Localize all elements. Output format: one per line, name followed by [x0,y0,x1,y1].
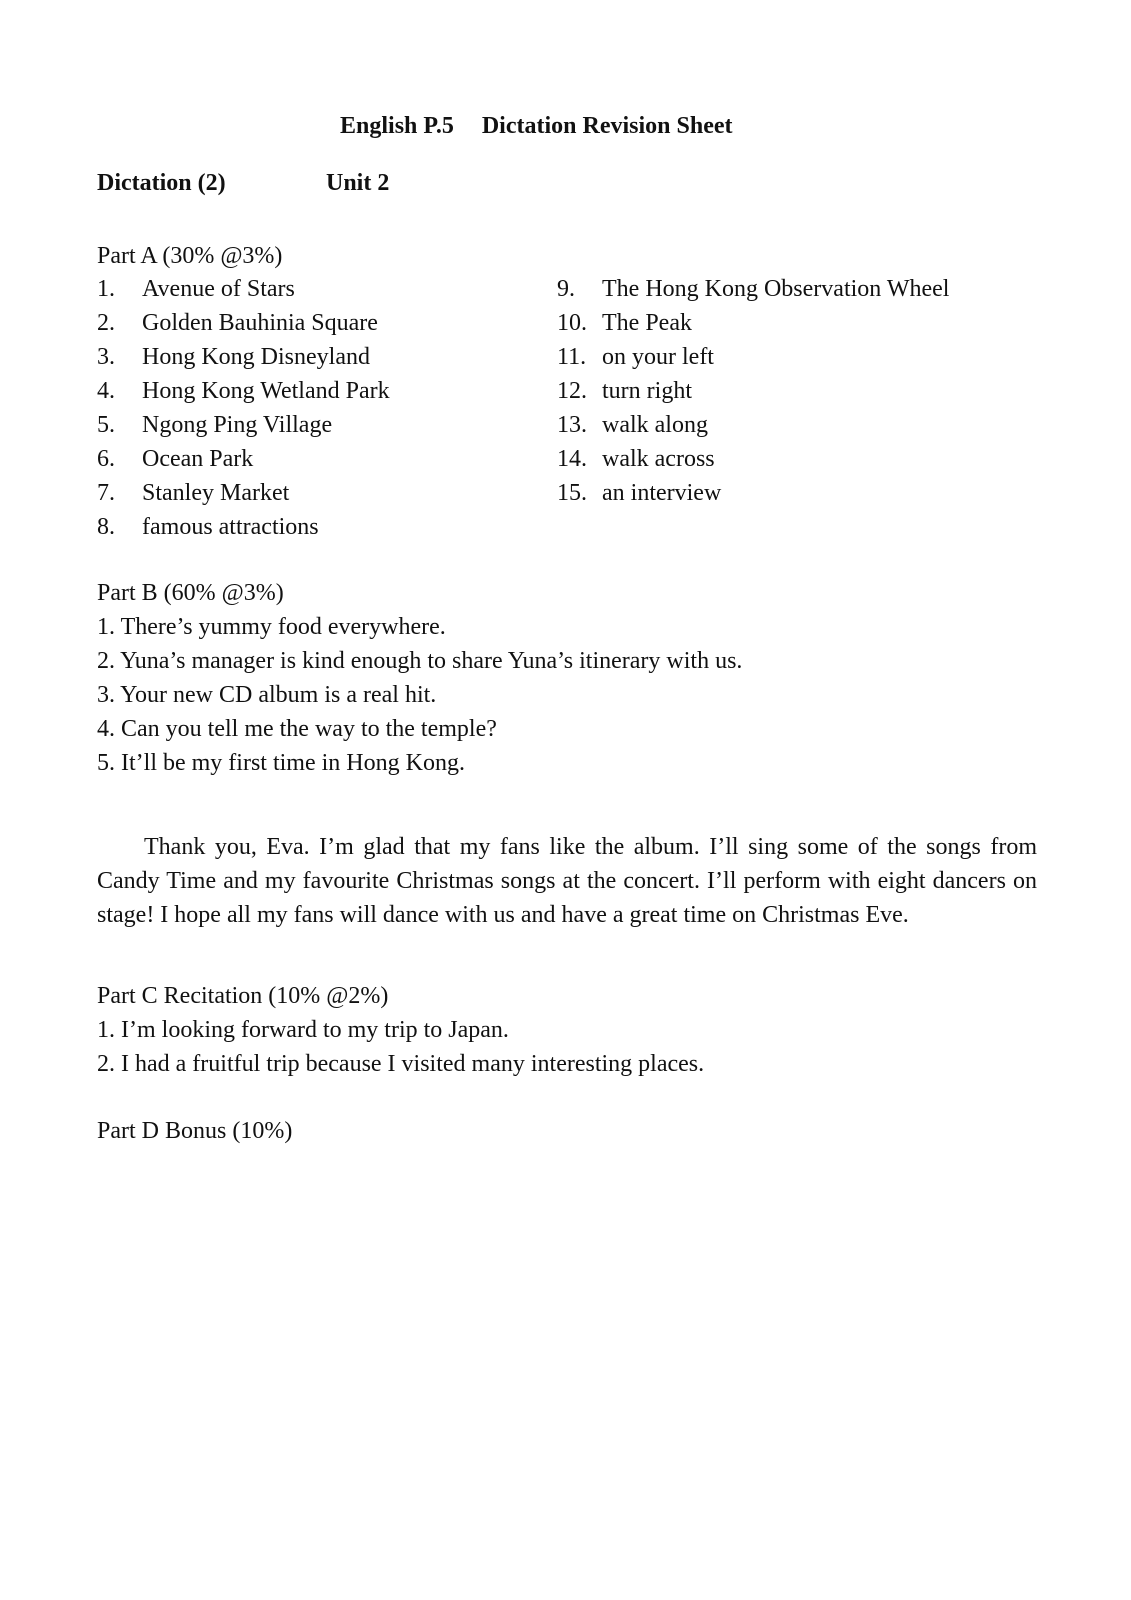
part-b-paragraph: Thank you, Eva. I’m glad that my fans like the album. I’ll sing some of the songs from Candy Time and my favourite Christmas songs at the concert. I’ll perform with eight dancers on stage! I hope all my fans will dance with us and have a great time on Christmas Eve. [97,834,1037,928]
dictation-label: Dictation (2) [97,170,226,196]
dictation-header [97,170,390,197]
part-c-sentence: 1. I’m looking forward to my trip to Japan. [97,1017,509,1043]
part-b-sentence: 5. It’ll be my first time in Hong Kong. [97,750,465,776]
part-b-sentence: 2. Yuna’s manager is kind enough to share Yuna’s itinerary with us. [97,648,743,674]
page-title-name: Dictation Revision Sheet [481,113,733,139]
page-title [316,86,733,167]
part-b-heading: Part B (60% @3%) [97,580,284,606]
part-c-sentence: 2. I had a fruitful trip because I visited many interesting places. [97,1051,705,1077]
part-b-sentence: 1. There’s yummy food everywhere. [97,614,446,640]
part-b-sentence: 4. Can you tell me the way to the temple? [97,716,497,742]
part-c-heading: Part C Recitation (10% @2%) [97,983,389,1009]
unit-label: Unit 2 [326,170,390,196]
part-d-heading: Part D Bonus (10%) [97,1118,293,1144]
page-title-subject: English P.5 [340,113,454,139]
part-a-heading: Part A (30% @3%) [97,243,283,269]
part-b-sentence: 3. Your new CD album is a real hit. [97,682,437,708]
